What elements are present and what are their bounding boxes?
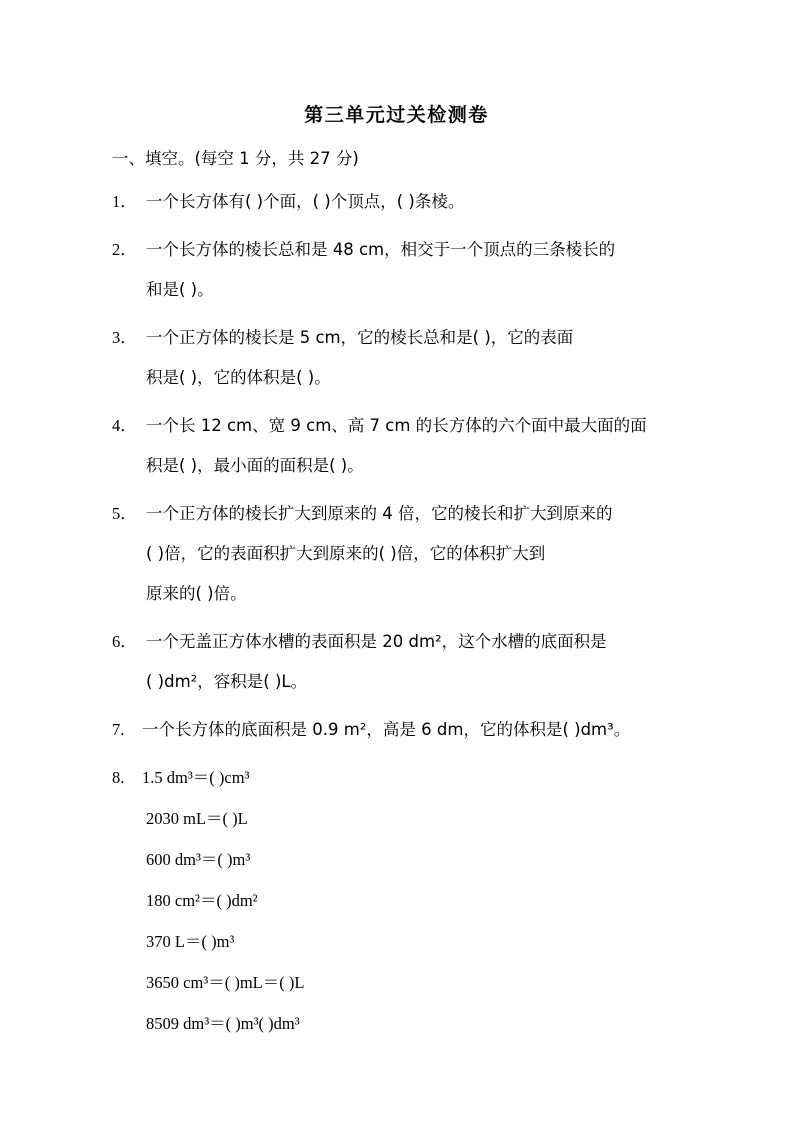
question-item-5: [112, 494, 692, 614]
question-line: [112, 534, 692, 574]
conversion-text: 1.5 dm³＝( )cm³: [142, 768, 250, 787]
question-number: 5．: [112, 504, 137, 523]
question-item-7: [112, 710, 692, 750]
question-text: 积是( )，它的体积是( )。: [146, 368, 331, 387]
question-line: [112, 446, 692, 486]
question-text: ( )dm²，容积是( )L。: [146, 672, 308, 691]
question-item-2: [112, 230, 692, 310]
conversion-line: 600 dm³＝( )m³: [146, 850, 251, 869]
question-text: 一个长方体的棱长总和是 48 cm，相交于一个顶点的三条棱长的: [146, 240, 616, 259]
question-line: [112, 318, 692, 358]
question-number: 7.: [112, 720, 125, 739]
question-text: 一个长方体的底面积是 0.9 m²，高是 6 dm，它的体积是( )dm³。: [142, 720, 631, 739]
conversion-line: 370 L＝( )m³: [146, 932, 235, 951]
question-number: 2．: [112, 240, 137, 259]
question-text: 一个无盖正方体水槽的表面积是 20 dm²，这个水槽的底面积是: [146, 632, 607, 651]
question-line: [112, 494, 692, 534]
question-list: [112, 182, 692, 1052]
question-text: 原来的( )倍。: [146, 584, 247, 603]
question-text: ( )倍，它的表面积扩大到原来的( )倍，它的体积扩大到: [146, 544, 546, 563]
conversion-line: 8509 dm³＝( )m³( )dm³: [146, 1014, 300, 1033]
question-line: [112, 230, 692, 270]
question-item-6: [112, 622, 692, 702]
question-line: [112, 758, 692, 798]
question-line: [112, 574, 692, 614]
conversion-line: 2030 mL＝( )L: [146, 809, 248, 828]
section-heading: [112, 145, 359, 169]
question-item-1: [112, 182, 692, 222]
question-line: [112, 182, 692, 222]
question-text: 积是( )，最小面的面积是( )。: [146, 456, 364, 475]
question-item-4: [112, 406, 692, 486]
conversion-line: 180 cm²＝( )dm²: [146, 891, 258, 910]
section-heading-text: 一、填空。(每空 1 分，共 27 分): [112, 149, 359, 168]
question-text: 一个长方体有( )个面，( )个顶点，( )条棱。: [146, 192, 465, 211]
question-line: [112, 622, 692, 662]
question-item-8: [112, 758, 692, 1044]
question-number: 8.: [112, 768, 125, 787]
question-line: [112, 406, 692, 446]
page-title: 第三单元过关检测卷: [304, 104, 489, 126]
question-number: 1．: [112, 192, 137, 211]
question-line: [112, 710, 692, 750]
question-number: 3．: [112, 328, 137, 347]
conversion-line: 3650 cm³＝( )mL＝( )L: [146, 973, 305, 992]
question-text: 一个正方体的棱长扩大到原来的 4 倍，它的棱长和扩大到原来的: [146, 504, 613, 523]
question-line: [112, 358, 692, 398]
question-text: 一个正方体的棱长是 5 cm，它的棱长总和是( )，它的表面: [146, 328, 574, 347]
question-text: 和是( )。: [146, 280, 214, 299]
question-line: [112, 662, 692, 702]
question-item-3: [112, 318, 692, 398]
question-number: 6．: [112, 632, 137, 651]
question-line: [112, 270, 692, 310]
question-number: 4．: [112, 416, 137, 435]
question-text: 一个长 12 cm、宽 9 cm、高 7 cm 的长方体的六个面中最大面的面: [146, 416, 647, 435]
